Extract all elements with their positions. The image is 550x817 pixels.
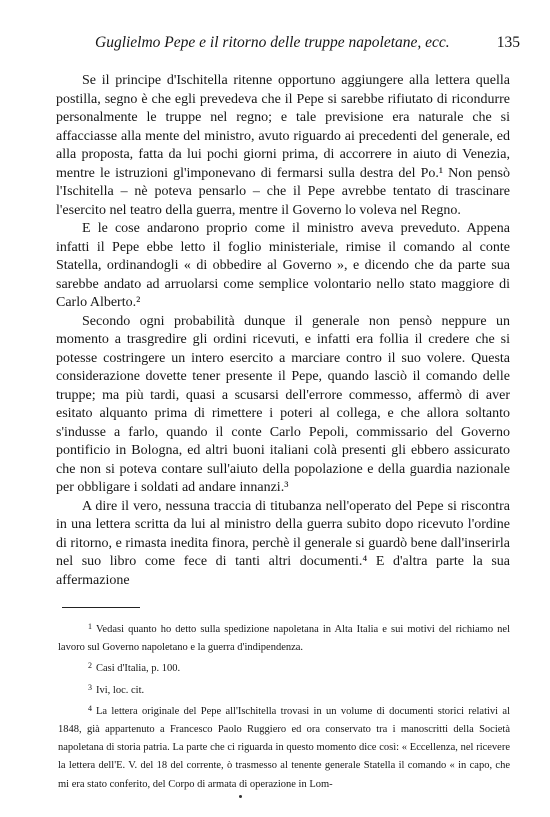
footnote — [58, 657, 510, 678]
running-header — [95, 34, 520, 54]
footnote-text: Vedasi quanto ho detto sulla spedizione napoletana in Alta Italia e sui motivi del richiamo nel lavoro sul Governo napoletano e la guerra d'indipendenza. — [58, 624, 510, 654]
body-text — [56, 72, 510, 590]
footnote-rule — [62, 607, 140, 608]
running-title: Guglielmo Pepe e il ritorno delle truppe napoletane, ecc. — [95, 34, 450, 51]
paragraph: A dire il vero, nessuna traccia di titubanza nell'operato del Pepe si riscontra in una lettera scritta da lui al ministro della guerra subito dopo ricevuto l'ordine di ritorno, e rimasta inedita finora, perchè il generale si guardò bene dall'inserirla nel suo libro come fece di tanti altri documenti.⁴ E d'altra parte la sua affermazione — [56, 498, 510, 588]
footnote-text: Ivi, loc. cit. — [96, 684, 145, 696]
footnote-text: La lettera originale del Pepe all'Ischitella trovasi in un volume di documenti storici relativi al 1848, già appartenuto a Francesco Paolo Ruggiero ed ora conservato tra i manoscritti della Società napoletana di storia patria. La parte che ci riguarda in questo momento dice così: « Eccellenza, nel ricevere la lettera dell'E. V. del 18 del corrente, ò trasmesso al tenente generale Statella il comando « in capo, che mi era stato conferito, del Corpo di armata di operazione in Lom- — [58, 705, 510, 790]
footnote-marker: 1 — [88, 622, 92, 631]
print-speck — [239, 795, 242, 798]
footnote-text: Casi d'Italia, p. 100. — [96, 663, 181, 675]
page-number: 135 — [496, 34, 520, 51]
paragraph: E le cose andarono proprio come il ministro aveva preveduto. Appena infatti il Pepe ebbe letto il foglio ministeriale, rimise il comando al conte Statella, ordinandogli « di obbedire al Governo », e dicendo che da parte sua sarebbe andato ad arruolarsi come semplice volontario nello stato maggiore di Carlo Alberto.² — [56, 221, 510, 310]
footnote — [58, 679, 510, 700]
paragraph: Se il principe d'Ischitella ritenne opportuno aggiungere alla lettera quella postilla, segno è che egli prevedeva che il Pepe si sarebbe rifiutato di ricondurre personalmente le truppe nel regno; e tale previsione era naturale che si affacciasse alla mente del ministro, avuto riguardo ai precedenti del generale, ed alla proposta, fatta da lui pochi giorni prima, di accorrere in aiuto di Venezia, mentre le istruzioni gl'imponevano di fermarsi sulla destra del Po.¹ Non pensò l'Ischitella – nè poteva pensarlo – che il Pepe avrebbe tentato di trascinare l'esercito nel teatro della guerra, mentre il Governo lo voleva nel Regno. — [56, 73, 510, 218]
footnote — [58, 618, 510, 657]
paragraph: Secondo ogni probabilità dunque il generale non pensò neppure un momento a trasgredire gli ordini ricevuti, e infatti era follia il credere che si potesse costringere un intero esercito a marciare contro il suo volere. Questa considerazione dovette tener presente il Pepe, quando lasciò il comando delle truppe; ma più tardi, quasi a scusarsi dell'errore commesso, affermò di aver esitato alquanto prima di rimettere i poteri al collega, e che allora soltanto s'indusse a farlo, quando il conte Carlo Pepoli, commissario del Governo pontificio in Bologna, ed altri buoni italiani colà presenti gli ebbero assicurato che non si poteva contare sull'aiuto della popolazione e della guardia nazionale per obbligare i soldati ad andare innanzi.³ — [56, 313, 510, 495]
footnote-marker: 2 — [88, 661, 92, 671]
footnote-marker: 4 — [88, 703, 92, 713]
footnotes — [58, 618, 510, 794]
footnote — [58, 700, 510, 794]
footnote-marker: 3 — [88, 682, 92, 692]
